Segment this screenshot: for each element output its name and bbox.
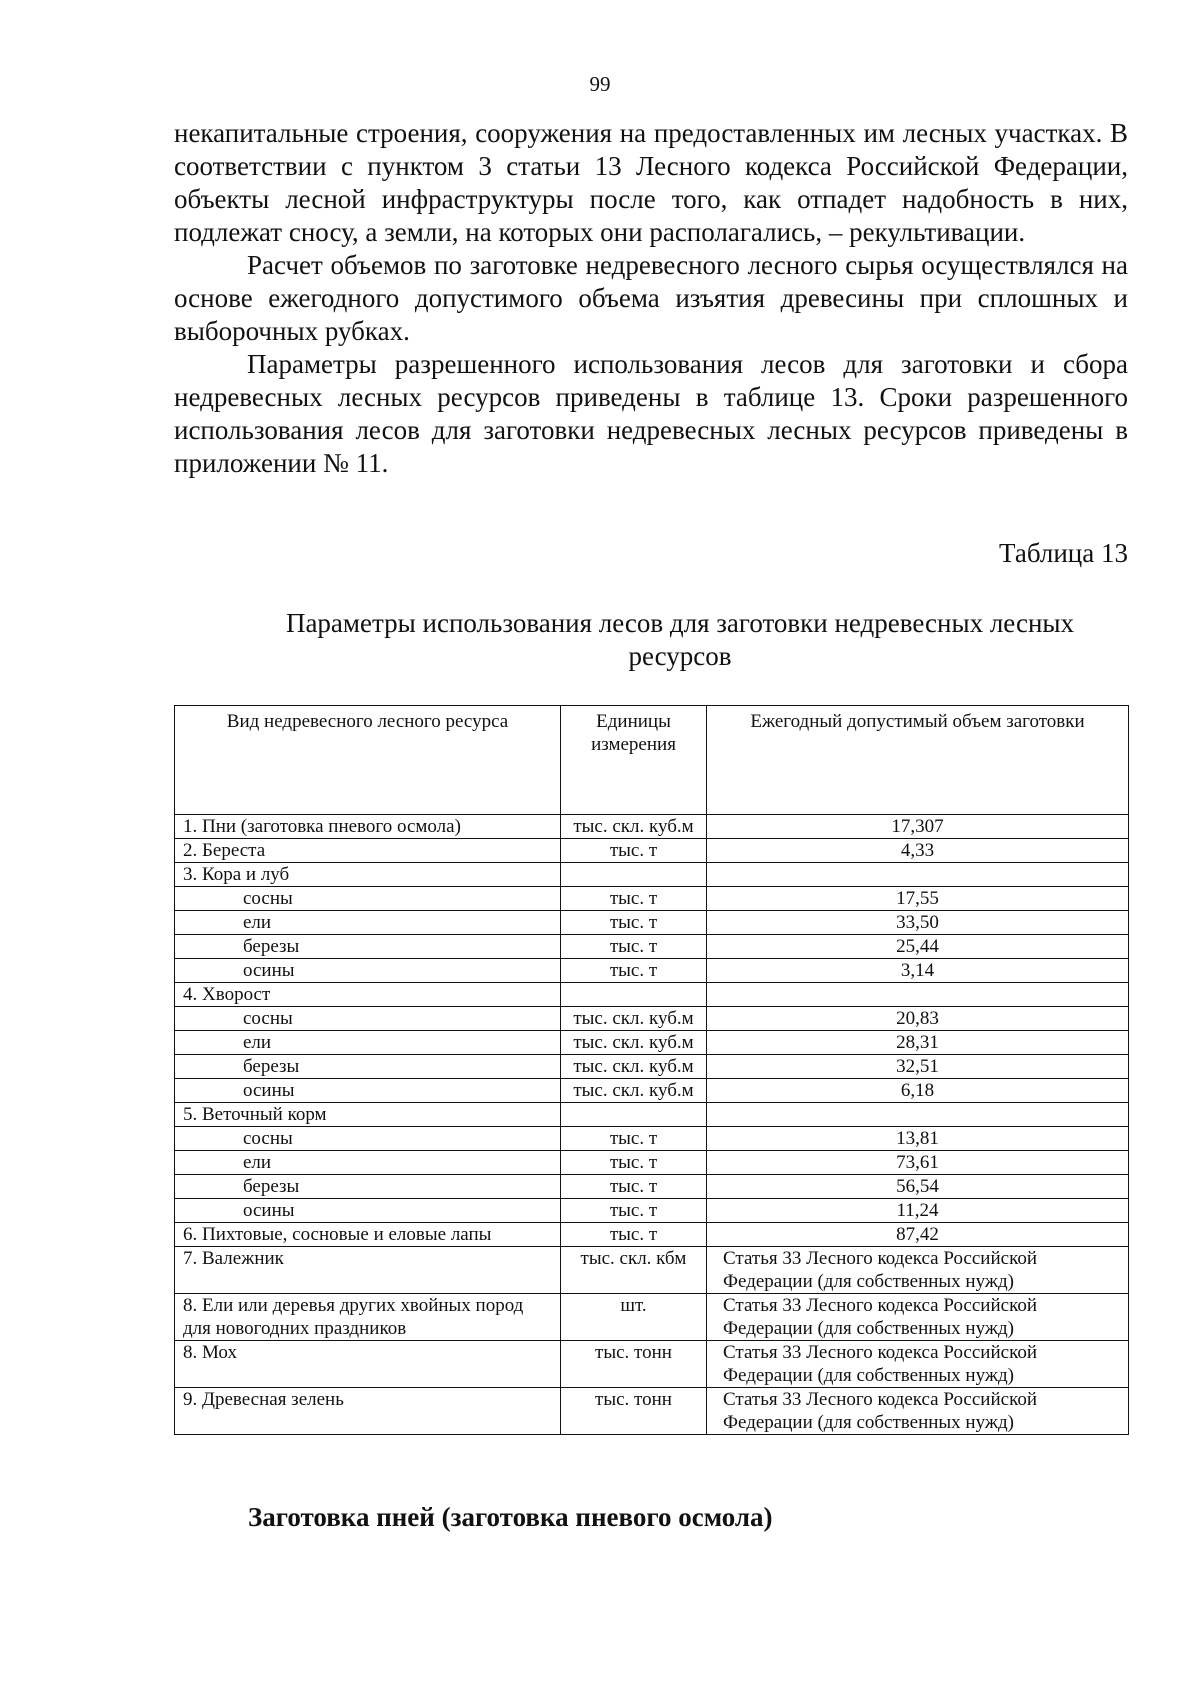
resource-unit: тыс. т [561,1127,707,1151]
resource-name: ели [175,1151,561,1175]
resource-value: 28,31 [707,1031,1129,1055]
resource-name: осины [175,959,561,983]
resource-value: Статья 33 Лесного кодекса Российской Федерации (для собственных нужд) [707,1341,1129,1388]
resource-unit: тыс. скл. куб.м [561,1031,707,1055]
resource-value: 17,307 [707,815,1129,839]
resource-unit: шт. [561,1294,707,1341]
resource-name: ели [175,1031,561,1055]
table-row [175,959,1129,983]
resource-unit: тыс. т [561,1151,707,1175]
resource-unit: тыс. т [561,839,707,863]
header-units: Единицы измерения [561,706,707,815]
header-annual-volume: Ежегодный допустимый объем заготовки [707,706,1129,815]
resource-value: 33,50 [707,911,1129,935]
table-row [175,1247,1129,1294]
table-row [175,815,1129,839]
resource-name: 6. Пихтовые, сосновые и еловые лапы [175,1223,561,1247]
resource-name: 5. Веточный корм [175,1103,561,1127]
page-number: 99 [589,72,611,96]
resource-value: Статья 33 Лесного кодекса Российской Федерации (для собственных нужд) [707,1388,1129,1435]
resource-unit: тыс. скл. куб.м [561,1079,707,1103]
resource-name: 2. Береста [175,839,561,863]
resource-value: Статья 33 Лесного кодекса Российской Федерации (для собственных нужд) [707,1294,1129,1341]
resource-value: 25,44 [707,935,1129,959]
resource-unit [561,983,707,1007]
paragraph-parameters: Параметры разрешенного использования лесов для заготовки и сбора недревесных лесных ресурсов приведены в таблице 13. Сроки разрешенного использования лесов для заготовки недревесных лесных ресурсов приведены в приложении № 11. [174,349,1128,478]
resource-name: ели [175,911,561,935]
table-row [175,1151,1129,1175]
paragraph-calculation: Расчет объемов по заготовке недревесного лесного сырья осуществлялся на основе ежегодного допустимого объема изъятия древесины при сплошных и выборочных рубках. [174,250,1128,346]
resource-unit: тыс. тонн [561,1388,707,1435]
resource-unit: тыс. скл. куб.м [561,1055,707,1079]
resource-value: 3,14 [707,959,1129,983]
table-row [175,1055,1129,1079]
table-title: Параметры использования лесов для заготовки недревесных лесных ресурсов [285,608,1075,671]
table-row [175,935,1129,959]
resource-name: 9. Древесная зелень [175,1388,561,1435]
resource-unit: тыс. т [561,1223,707,1247]
table-row [175,1175,1129,1199]
table-label: Таблица 13 [999,538,1128,568]
resource-name: 8. Ели или деревья других хвойных пород для новогодних праздников [175,1294,561,1341]
resource-value: 4,33 [707,839,1129,863]
resource-value: 20,83 [707,1007,1129,1031]
table-row [175,983,1129,1007]
table-row [175,1388,1129,1435]
resource-unit: тыс. т [561,959,707,983]
header-resource-type: Вид недревесного лесного ресурса [175,706,561,815]
resource-name: 4. Хворост [175,983,561,1007]
resource-unit [561,863,707,887]
paragraph-continuation: некапитальные строения, сооружения на предоставленных им лесных участках. В соответствии с пунктом 3 статьи 13 Лесного кодекса Российской Федерации, объекты лесной инфраструктуры после того, как отпадет надобность в них, подлежат сносу, а земли, на которых они располагались, – рекультивации. [174,118,1128,247]
resource-name: 7. Валежник [175,1247,561,1294]
table-row [175,1031,1129,1055]
resource-name: березы [175,1175,561,1199]
table-row [175,887,1129,911]
resource-name: осины [175,1199,561,1223]
table-row [175,1007,1129,1031]
table-row [175,1079,1129,1103]
table-row [175,911,1129,935]
resource-value: 87,42 [707,1223,1129,1247]
resource-value: 13,81 [707,1127,1129,1151]
resource-name: сосны [175,1127,561,1151]
parameters-table [174,705,1129,1435]
table-row [175,1103,1129,1127]
resource-unit: тыс. т [561,887,707,911]
resource-name: сосны [175,1007,561,1031]
resource-unit: тыс. скл. куб.м [561,1007,707,1031]
resource-unit: тыс. тонн [561,1341,707,1388]
resource-name: осины [175,1079,561,1103]
resource-name: 3. Кора и луб [175,863,561,887]
table-row [175,839,1129,863]
resource-name: сосны [175,887,561,911]
resource-value [707,863,1129,887]
resource-name: 8. Мох [175,1341,561,1388]
section-heading: Заготовка пней (заготовка пневого осмола) [248,1502,773,1532]
resource-name: 1. Пни (заготовка пневого осмола) [175,815,561,839]
resource-value: 56,54 [707,1175,1129,1199]
resource-value: 6,18 [707,1079,1129,1103]
resource-name: березы [175,935,561,959]
table-row [175,1341,1129,1388]
resource-unit: тыс. т [561,911,707,935]
resource-value: 32,51 [707,1055,1129,1079]
table-row [175,1294,1129,1341]
resource-unit: тыс. скл. куб.м [561,815,707,839]
resource-value: 11,24 [707,1199,1129,1223]
resource-value: 73,61 [707,1151,1129,1175]
table-row [175,1127,1129,1151]
table-header-row [175,706,1129,815]
resource-unit: тыс. т [561,935,707,959]
resource-value [707,983,1129,1007]
table-row [175,1223,1129,1247]
resource-unit [561,1103,707,1127]
table-row [175,1199,1129,1223]
resource-value: Статья 33 Лесного кодекса Российской Федерации (для собственных нужд) [707,1247,1129,1294]
table-row [175,863,1129,887]
resource-unit: тыс. скл. кбм [561,1247,707,1294]
resource-value [707,1103,1129,1127]
resource-value: 17,55 [707,887,1129,911]
resource-unit: тыс. т [561,1175,707,1199]
resource-name: березы [175,1055,561,1079]
body-text [174,117,1128,480]
resource-unit: тыс. т [561,1199,707,1223]
